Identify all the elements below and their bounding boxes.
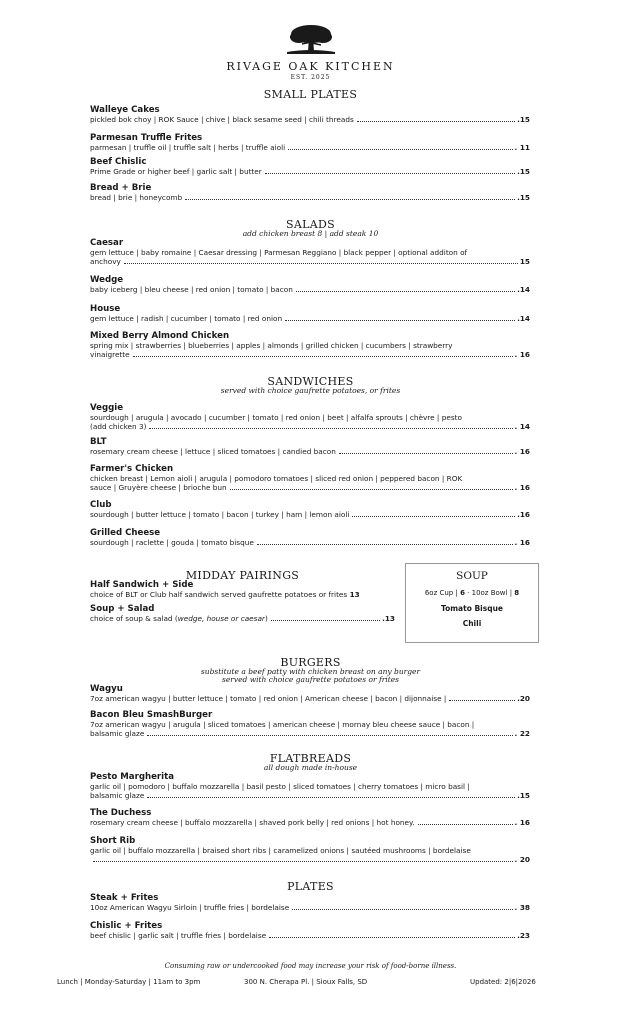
menu-item [90, 157, 530, 176]
section-subtitle-burgers-2: served with choice gaufrette potatoes or frites [221, 675, 400, 684]
item-description: gem lettuce | radish | cucumber | tomato | red onion [90, 314, 283, 323]
established-year: EST. 2025 [290, 74, 331, 81]
item-price: . 16 [514, 818, 530, 827]
item-description: 7oz american wagyu | butter lettuce | tomato | red onion | American cheese | bacon | dijonnaise | [90, 694, 447, 703]
item-name: Parmesan Truffle Frites [90, 133, 203, 143]
item-name: Mixed Berry Almond Chicken [90, 331, 230, 341]
updated-date: Updated: 2|6|2026 [470, 978, 536, 986]
item-name: Wedge [90, 275, 124, 285]
item-price: .13 [382, 614, 395, 623]
item-description: bread | brie | honeycomb [90, 193, 183, 202]
item-name: House [90, 304, 121, 314]
item-name: Bacon Bleu SmashBurger [90, 710, 213, 720]
item-price: 15 [519, 257, 530, 266]
soup-title: SOUP [456, 570, 488, 582]
item-description: spring mix | strawberries | blueberries | apples | almonds | grilled chicken | cucumbers | strawberry [90, 341, 453, 350]
section-title-small-plates: SMALL PLATES [263, 88, 358, 101]
menu-item [90, 528, 530, 547]
item-description: sourdough | raclette | gouda | tomato bisque [90, 538, 254, 547]
menu-item [90, 133, 530, 152]
section-subtitle-salads: add chicken breast 8 | add steak 10 [242, 229, 379, 238]
menu-item [90, 437, 530, 456]
item-description: rosemary cream cheese | buffalo mozzarella | shaved pork belly | red onions | hot honey. [90, 818, 415, 827]
item-name: Bread + Brie [90, 183, 152, 193]
item-price: .15 [517, 167, 530, 176]
item-description: choice of BLT or Club half sandwich served gaufrette potatoes or frites [90, 590, 348, 599]
item-price: . 20 [514, 855, 530, 864]
menu-item [90, 710, 530, 738]
section-title-sandwiches: SANDWICHES [267, 375, 354, 388]
item-description: parmesan | truffle oil | truffle salt | herbs | truffle aioli [90, 143, 286, 152]
item-price: . 38 [514, 903, 530, 912]
item-description-cont: balsamic glaze [90, 791, 145, 800]
item-description-cont: balsamic glaze [90, 729, 145, 738]
section-title-midday-pairings: MIDDAY PAIRINGS [185, 569, 300, 582]
item-name: The Duchess [90, 808, 152, 818]
item-name: Beef Chislic [90, 157, 147, 167]
section-subtitle-burgers: substitute a beef patty with chicken breast on any burger [200, 667, 421, 676]
menu-item [90, 105, 530, 124]
item-description: pickled bok choy | ROK Sauce | chive | black sesame seed | chili threads [90, 115, 354, 124]
menu-item [90, 921, 530, 940]
section-title-burgers: BURGERS [280, 656, 341, 669]
item-description-cont: sauce | Gruyère cheese | brioche bun [90, 483, 227, 492]
item-description-cont: vinaigrette [90, 350, 130, 359]
soup-item: Chili [462, 619, 482, 628]
item-price: .20 [517, 694, 530, 703]
item-description: garlic oil | pomodoro | buffalo mozzarella | basil pesto | sliced tomatoes | cherry tomatoes | micro basil | [90, 782, 470, 791]
item-price: .15 [517, 193, 530, 202]
item-description: choice of soup & salad (wedge, house or caesar) [90, 614, 268, 623]
item-price: .14 [517, 314, 530, 323]
hours-text: Lunch | Monday-Saturday | 11am to 3pm [57, 978, 201, 986]
menu-item [90, 275, 530, 294]
item-name: Chislic + Frites [90, 921, 163, 931]
item-price: .16 [517, 510, 530, 519]
menu-item [90, 464, 530, 492]
item-price: . 16 [514, 538, 530, 547]
soup-item: Tomato Bisque [440, 604, 504, 613]
item-price: . 22 [514, 729, 530, 738]
item-description: garlic oil | buffalo mozzarella | braised short ribs | caramelized onions | sautéed mushrooms | bordelaise [90, 846, 471, 855]
menu-item [90, 836, 530, 864]
item-name: BLT [90, 437, 107, 447]
menu-item [90, 684, 530, 703]
item-price: .15 [517, 115, 530, 124]
item-price: .15 [517, 791, 530, 800]
item-description-cont: (add chicken 3) [90, 422, 147, 431]
item-description: Prime Grade or higher beef | garlic salt | butter [90, 167, 262, 176]
section-title-salads: SALADS [286, 218, 335, 231]
item-description: sourdough | arugula | avocado | cucumber | tomato | red onion | beet | alfalfa sprouts | chèvre | pesto [90, 413, 462, 422]
restaurant-name: RIVAGE OAK KITCHEN [226, 60, 395, 73]
item-price: . 16 [514, 483, 530, 492]
section-subtitle-flatbreads: all dough made in-house [263, 763, 358, 772]
item-name: Steak + Frites [90, 893, 159, 903]
menu-item [90, 304, 530, 323]
item-description: 10oz American Wagyu Sirloin | truffle fries | bordelaise [90, 903, 290, 912]
item-name: Club [90, 500, 112, 510]
menu-item [90, 604, 395, 623]
item-price: . 16 [514, 350, 530, 359]
menu-item [90, 500, 530, 519]
item-price: .14 [517, 285, 530, 294]
item-name: Half Sandwich + Side [90, 580, 194, 590]
item-description: rosemary cream cheese | lettuce | sliced tomatoes | candied bacon [90, 447, 336, 456]
item-price: . 11 [514, 143, 530, 152]
item-name: Veggie [90, 403, 124, 413]
item-name: Caesar [90, 238, 124, 248]
item-description-cont: anchovy [90, 257, 121, 266]
item-price: .23 [517, 931, 530, 940]
item-name: Wagyu [90, 684, 123, 694]
item-description: sourdough | butter lettuce | tomato | bacon | turkey | ham | lemon aioli [90, 510, 350, 519]
menu-item [90, 893, 530, 912]
item-price: . 14 [514, 422, 530, 431]
item-description: baby iceberg | bleu cheese | red onion | tomato | bacon [90, 285, 293, 294]
item-name: Farmer's Chicken [90, 464, 174, 474]
menu-item [90, 403, 530, 431]
address-text: 300 N. Cherapa Pl. | Sioux Falls, SD [244, 978, 368, 986]
item-price: . 16 [514, 447, 530, 456]
menu-item [90, 331, 530, 359]
menu-header [0, 22, 621, 81]
menu-item [90, 580, 395, 599]
item-name: Grilled Cheese [90, 528, 161, 538]
menu-item [90, 808, 530, 827]
item-description: 7oz american wagyu | arugula | sliced tomatoes | american cheese | mornay bleu cheese sauce | bacon | [90, 720, 475, 729]
section-title-plates: PLATES [287, 880, 334, 893]
item-description: gem lettuce | baby romaine | Caesar dressing | Parmesan Reggiano | black pepper | optional additon of [90, 248, 468, 257]
section-title-flatbreads: FLATBREADS [269, 752, 352, 765]
menu-item [90, 183, 530, 202]
item-name: Short Rib [90, 836, 136, 846]
menu-item [90, 238, 530, 266]
item-description: beef chislic | garlic salt | truffle fries | bordelaise [90, 931, 267, 940]
item-name: Pesto Margherita [90, 772, 175, 782]
food-safety-warning: Consuming raw or undercooked food may increase your risk of food-borne illness. [164, 962, 457, 970]
oak-tree-icon [285, 22, 337, 58]
item-description: chicken breast | Lemon aioli | arugula | pomodoro tomatoes | sliced red onion | peppered bacon | ROK [90, 474, 463, 483]
item-price: 13 [349, 590, 360, 599]
section-subtitle-sandwiches: served with choice gaufrette potatoes, or frites [220, 386, 401, 395]
soup-box [405, 563, 539, 643]
menu-item [90, 772, 530, 800]
item-name: Walleye Cakes [90, 105, 160, 115]
soup-sizes: 6oz Cup | 6 · 10oz Bowl | 8 [424, 589, 520, 597]
item-name: Soup + Salad [90, 604, 155, 614]
